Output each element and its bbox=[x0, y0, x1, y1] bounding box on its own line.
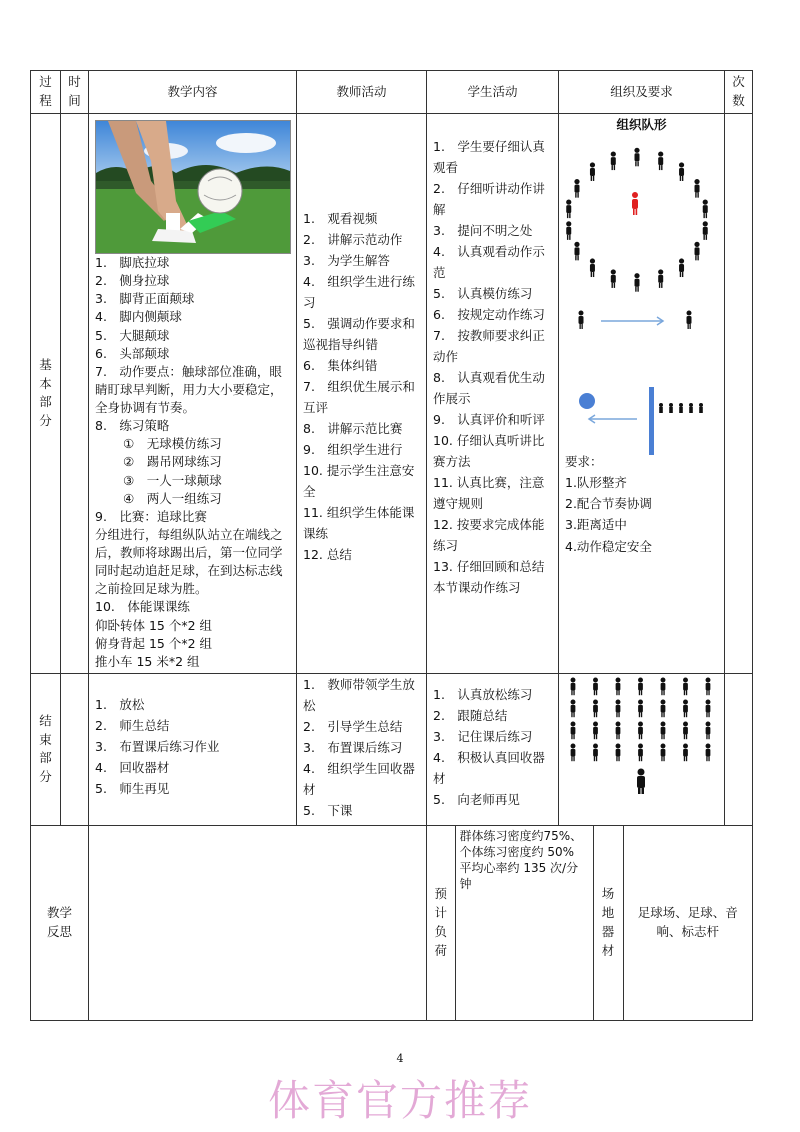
player-icon bbox=[634, 273, 639, 292]
header-process: 过 程 bbox=[31, 71, 61, 114]
venue-text: 足球场、足球、音响、标志杆 bbox=[637, 905, 738, 939]
requirement-item: 1.队形整齐 bbox=[565, 474, 627, 490]
player-icon bbox=[566, 199, 571, 218]
player-icon bbox=[571, 721, 576, 739]
basic-time bbox=[61, 114, 89, 674]
end-student: 1. 认真放松练习 2. 跟随总结 3. 记住课后练习 4. 积极认真回收器材 5. 向老师再见 bbox=[427, 673, 559, 825]
highlight-player bbox=[632, 192, 638, 215]
header-teacher: 教师活动 bbox=[297, 71, 427, 114]
player-icon bbox=[593, 721, 598, 739]
basic-count bbox=[725, 114, 753, 674]
player-icon bbox=[616, 677, 621, 695]
player-icon bbox=[683, 699, 688, 717]
basic-row bbox=[31, 114, 753, 674]
player-icon bbox=[694, 179, 699, 198]
player-icon bbox=[706, 721, 711, 739]
player-icon bbox=[566, 221, 571, 240]
end-teacher: 1. 教师带领学生放松 2. 引导学生总结 3. 布置课后练习 4. 组织学生回收器材 5. 下课 bbox=[297, 673, 427, 825]
line-formation bbox=[579, 310, 692, 329]
basic-student: 1. 学生要仔细认真观看 2. 仔细听讲动作讲解 3. 提问不明之处 4. 认真观看动作示范 5. 认真模仿练习 6. 按规定动作练习 7. 按教师要求纠正动作 8. 认真观看优生动作展示 9. 认真评价和听评 10. 仔细认真听讲比赛方法 11. 认真比赛，注意遵守规则 12. 按要求完成体能练习 13. 仔细回顾和总结本节课动作练习 bbox=[427, 114, 559, 674]
header-row bbox=[31, 71, 753, 114]
player-icon bbox=[616, 721, 621, 739]
player-icon bbox=[683, 721, 688, 739]
player-icon bbox=[593, 677, 598, 695]
player-icon bbox=[703, 221, 708, 240]
end-label: 结 束 部 分 bbox=[31, 673, 61, 825]
player-icon bbox=[706, 677, 711, 695]
requirement-item: 2.配合节奏协调 bbox=[565, 496, 652, 511]
player-icon bbox=[658, 151, 663, 170]
player-icon bbox=[661, 699, 666, 717]
pole-icon bbox=[649, 387, 654, 455]
player-icon bbox=[638, 677, 643, 695]
player-icon bbox=[679, 258, 684, 277]
player-icon bbox=[638, 699, 643, 717]
formation-diagram bbox=[559, 135, 723, 455]
basic-content: 1. 脚底拉球 2. 侧身拉球 3. 脚背正面颠球 4. 脚内侧颠球 5. 大腿颠球 6. 头部颠球 7. 动作要点：触球部位准确，眼睛盯球早判断，用力大小要稳定，全身协调有节奏。 8. 练习策略 ① 无球模仿练习 ② 踢吊网球练习 ③ 一人一球颠球 ④ 两人一组练习 9. 比赛：追球比赛 分组进行，每组纵队站立在端线之后，教师将球踢出后，第一位同学同时起动追赶足球，在到达标志线之前捡回足球为胜。 10. 体能课课练 仰卧转体 15 个*2 组 俯身背起 15 个*2 组 推小车 15 米*2 组 bbox=[89, 114, 297, 674]
player-icon bbox=[571, 699, 576, 717]
org-title: 组织队形 bbox=[616, 117, 667, 132]
end-formation-diagram bbox=[559, 674, 723, 814]
load-venue-cell bbox=[427, 825, 753, 1020]
player-icon bbox=[616, 699, 621, 717]
venue-label: 场 地 器 材 bbox=[593, 826, 623, 1020]
player-icon bbox=[611, 151, 616, 170]
player-icon bbox=[661, 743, 666, 761]
watermark: 体育官方推荐 bbox=[267, 1076, 532, 1125]
player-icon bbox=[658, 269, 663, 288]
soccer-photo bbox=[95, 120, 291, 254]
load-text: 群体练习密度约75%、个体练习密度约 50% 平均心率约 135 次/分钟 bbox=[455, 826, 593, 1020]
player-icon bbox=[590, 162, 595, 181]
requirements-title: 要求： bbox=[565, 453, 603, 469]
end-content: 1. 放松 2. 师生总结 3. 布置课后练习作业 4. 回收器材 5. 师生再见 bbox=[89, 673, 297, 825]
player-icon bbox=[694, 242, 699, 261]
lesson-plan-table bbox=[30, 70, 753, 1021]
player-icon bbox=[683, 743, 688, 761]
player-icon bbox=[590, 258, 595, 277]
end-time bbox=[61, 673, 89, 825]
header-organization: 组织及要求 bbox=[559, 71, 725, 114]
player-icon bbox=[571, 677, 576, 695]
player-icon bbox=[683, 677, 688, 695]
end-count bbox=[725, 673, 753, 825]
player-icon bbox=[571, 743, 576, 761]
player-icon bbox=[593, 743, 598, 761]
header-count: 次 数 bbox=[725, 71, 753, 114]
arrow-left bbox=[589, 415, 637, 423]
basic-organization bbox=[559, 114, 725, 674]
page-number: 4 bbox=[396, 1052, 404, 1065]
header-student: 学生活动 bbox=[427, 71, 559, 114]
player-icon bbox=[638, 743, 643, 761]
player-icon bbox=[634, 147, 639, 166]
basic-teacher: 1. 观看视频 2. 讲解示范动作 3. 为学生解答 4. 组织学生进行练习 5. 强调动作要求和巡视指导纠错 6. 集体纠错 7. 组织优生展示和互评 8. 讲解示范比赛 9. 组织学生进行 10. 提示学生注意安全 11. 组织学生体能课课练 12. 总结 bbox=[297, 114, 427, 674]
teacher-icon bbox=[637, 768, 645, 794]
header-time: 时 间 bbox=[61, 71, 89, 114]
player-icon bbox=[703, 199, 708, 218]
requirement-item: 4.动作稳定安全 bbox=[565, 538, 652, 554]
player-icon bbox=[611, 269, 616, 288]
player-icon bbox=[661, 721, 666, 739]
arrow-right bbox=[601, 317, 663, 325]
player-icon bbox=[661, 677, 666, 695]
player-icon bbox=[574, 179, 579, 198]
requirement-item: 3.距离适中 bbox=[565, 517, 627, 533]
player-icon bbox=[706, 743, 711, 761]
basic-label: 基 本 部 分 bbox=[31, 114, 61, 674]
player-icon bbox=[574, 242, 579, 261]
queue-formation bbox=[659, 403, 703, 413]
reflect-label: 教学 反思 bbox=[31, 825, 89, 1020]
end-row bbox=[31, 673, 753, 825]
player-icon bbox=[616, 743, 621, 761]
load-label: 预 计 负 荷 bbox=[427, 826, 455, 1020]
player-icon bbox=[593, 699, 598, 717]
reflect-content bbox=[89, 825, 427, 1020]
header-content: 教学内容 bbox=[89, 71, 297, 114]
ball-icon bbox=[579, 393, 595, 409]
player-icon bbox=[638, 721, 643, 739]
reflect-row bbox=[31, 825, 753, 1020]
end-organization bbox=[559, 673, 725, 825]
player-icon bbox=[706, 699, 711, 717]
player-icon bbox=[679, 162, 684, 181]
